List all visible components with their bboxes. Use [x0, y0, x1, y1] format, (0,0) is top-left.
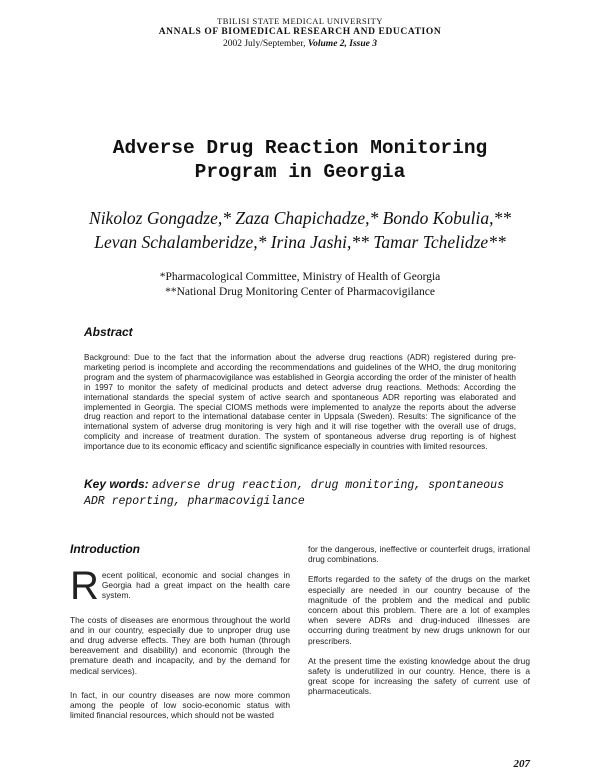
- paragraph: Efforts regarded to the safety of the drugs on the market especially are needed in our country because of the magnitude of the problem and the medical and public concern about this problem. There are a lot of examples when severe ADRs and drug-induced illnesses are occurring during treatment by new drugs unknown for our prescribers.: [308, 574, 530, 646]
- paragraph: At the present time the existing knowledge about the drug safety is underutilized in our country. Hence, there is a great scope for increasing the safety of current use of pharmaceuticals.: [308, 655, 530, 697]
- paper-title: [0, 136, 600, 184]
- abstract-text: Background: Due to the fact that the information about the adverse drug reactions (ADR) registered during pre-marketing period is incomplete and according the recommendations and guidelines of the WHO, the drug monitoring program and the system of pharmacovigilance was established in Georgia according the order of the minister of health in 1997 to monitor the safety of medicinal products and detect adverse drug reactions. Methods: According the international standards the special system of active search and spontaneous ADR reporting was elaborated and implemented in Georgia. The special CIOMS methods were implemented to analyze the reports about the adverse drug reaction and report to the international database center in Uppsala (Sweden). Results: The significance of the international system of adverse drug monitoring is very high and it will rise together with the overall use of drugs, complicity and increase of treatment duration. The system of spontaneous adverse drug reporting is of highest importance due to its economic efficacy and scientific significance especially in countries with limited resources.: [84, 353, 516, 452]
- paragraph: [70, 564, 290, 608]
- authors: [0, 206, 600, 254]
- university-name: TBILISI STATE MEDICAL UNIVERSITY: [217, 16, 383, 26]
- issue-info: [0, 39, 600, 49]
- title-line: Adverse Drug Reaction Monitoring: [112, 137, 488, 159]
- keywords: [84, 477, 524, 509]
- paragraph: In fact, in our country diseases are now more common among the people of low socio-economic status with limited financial resources, which should not be wasted: [70, 689, 290, 721]
- keywords-label: Key words:: [84, 477, 149, 491]
- affiliation: *Pharmacological Committee, Ministry of Health of Georgia: [159, 271, 441, 283]
- keywords-value: adverse drug reaction, drug monitoring, spontaneous ADR reporting, pharmacovigilance: [84, 479, 504, 508]
- authors-line: Nikoloz Gongadze,* Zaza Chapichadze,* Bondo Kobulia,**: [89, 208, 511, 228]
- paragraph-text: ecent political, economic and social changes in Georgia had a great impact on the health care system.: [101, 570, 290, 601]
- journal-name: ANNALS OF BIOMEDICAL RESEARCH AND EDUCATION: [158, 27, 442, 37]
- volume-issue: Volume 2, Issue 3: [307, 39, 377, 49]
- drop-cap: R: [70, 564, 99, 608]
- title-line: Program in Georgia: [194, 161, 406, 183]
- authors-line: Levan Schalamberidze,* Irina Jashi,** Tamar Tchelidze**: [94, 232, 506, 252]
- issue-date: 2002 July/September,: [222, 39, 306, 49]
- abstract-heading: Abstract: [84, 325, 133, 339]
- left-column: [70, 564, 290, 730]
- paragraph: The costs of diseases are enormous throughout the world and in our country, especially due to unproper drug use and drug adverse effects. They are both human (through bereavement and disability) and economic (through the premature death and incapacity, and by the demand for medical services).: [70, 614, 290, 676]
- affiliation: **National Drug Monitoring Center of Pharmacovigilance: [165, 286, 435, 298]
- introduction-heading: Introduction: [70, 542, 140, 556]
- page-number: 207: [513, 758, 530, 770]
- affiliations: [0, 270, 600, 300]
- right-column: [308, 544, 530, 707]
- paragraph: for the dangerous, ineffective or counterfeit drugs, irrational drug combinations.: [308, 544, 530, 565]
